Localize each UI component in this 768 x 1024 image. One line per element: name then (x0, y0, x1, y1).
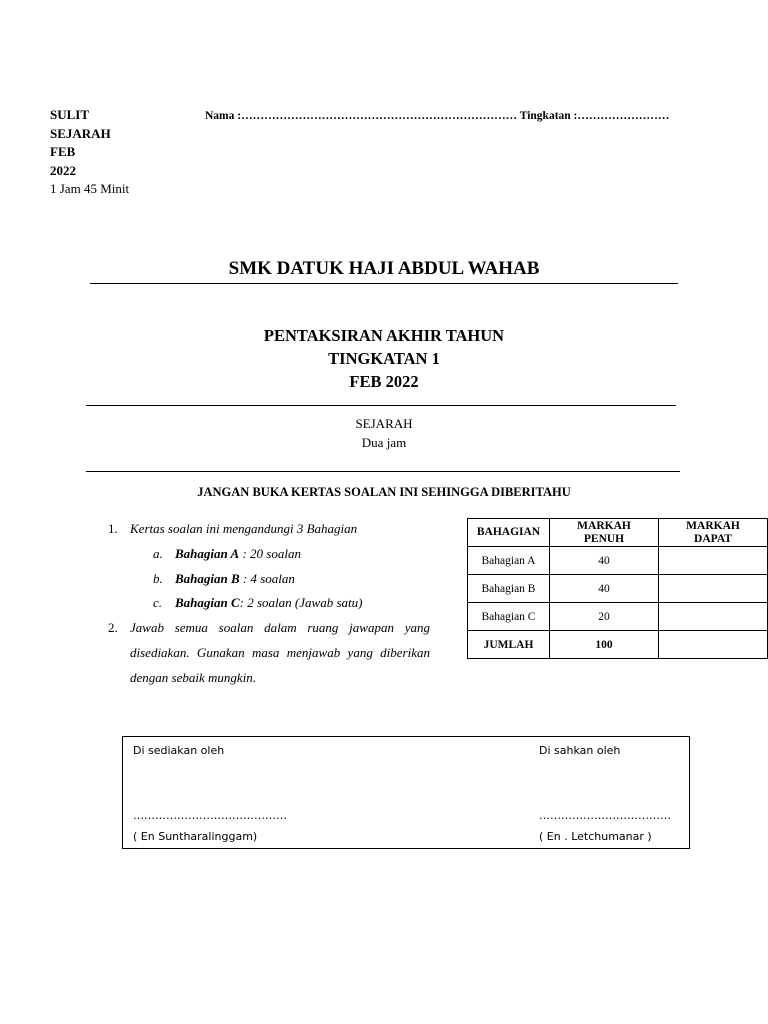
exam-title-line3: FEB 2022 (349, 372, 419, 391)
prepared-by-label: Di sediakan oleh (133, 744, 225, 757)
subitem-detail: : 4 soalan (239, 570, 295, 586)
subitem-letter: a. (153, 545, 163, 561)
divider-subject (86, 471, 680, 472)
instruction-number: 2. (108, 620, 118, 636)
instruction-item-1 (108, 517, 430, 542)
instruction-text: Kertas soalan ini mengandungi 3 Bahagian (130, 521, 358, 536)
subitem-letter: b. (153, 570, 163, 586)
cell-got (659, 603, 768, 631)
marks-table (467, 518, 768, 659)
divider-exam (86, 405, 676, 406)
header-markah-dapat: MARKAH DAPAT (659, 519, 768, 547)
prepared-by-name: ( En Suntharalinggam) (133, 830, 258, 843)
instruction-subitem-b (108, 567, 430, 592)
do-not-open-notice: JANGAN BUKA KERTAS SOALAN INI SEHINGGA DIBERITAHU (197, 485, 571, 499)
header-markah-penuh: MARKAH PENUH (550, 519, 659, 547)
subject-duration: Dua jam (361, 435, 407, 450)
subitem-label: Bahagian A (175, 545, 240, 561)
header-info (50, 106, 129, 199)
subitem-label: Bahagian B (175, 570, 240, 586)
instructions (108, 517, 430, 691)
subitem-label: Bahagian C (175, 595, 240, 611)
exam-title-line2: TINGKATAN 1 (328, 349, 440, 368)
header-bahagian: BAHAGIAN (468, 519, 550, 547)
name-class-field: Nama :……………………………………………………………… Tingkatan :…………………… (205, 110, 670, 122)
verified-by-name: ( En . Letchumanar ) (539, 830, 652, 843)
verified-by-signature-line: ……………………………… (539, 809, 671, 822)
subject-name: SEJARAH (355, 416, 413, 431)
cell-total-label: JUMLAH (468, 631, 550, 659)
instruction-item-2 (108, 616, 430, 690)
header-duration: 1 Jam 45 Minit (50, 181, 130, 196)
table-row (468, 575, 768, 603)
instruction-line: dengan sebaik mungkin. (130, 669, 257, 685)
instruction-subitem-a (108, 542, 430, 567)
table-header-row (468, 519, 768, 547)
cell-total-got (659, 631, 768, 659)
cell-part: Bahagian A (468, 547, 550, 575)
instruction-line: Jawab semua soalan dalam ruang jawapan yang (130, 620, 430, 636)
header-subject: SEJARAH (50, 125, 111, 141)
table-row (468, 603, 768, 631)
cell-got (659, 547, 768, 575)
exam-title-line1: PENTAKSIRAN AKHIR TAHUN (263, 326, 505, 345)
subitem-detail: : 20 soalan (239, 545, 301, 561)
subitem-letter: c. (153, 595, 163, 611)
instruction-subitem-c (108, 591, 430, 616)
signature-box (122, 736, 690, 849)
prepared-by-signature-line: …………………………………… (133, 809, 287, 822)
cell-got (659, 575, 768, 603)
table-row (468, 547, 768, 575)
cell-total-full: 100 (550, 631, 659, 659)
header-year: 2022 (50, 162, 76, 178)
school-name: SMK DATUK HAJI ABDUL WAHAB (228, 258, 540, 279)
table-total-row (468, 631, 768, 659)
header-month: FEB (50, 144, 76, 159)
header-sulit: SULIT (50, 107, 90, 122)
cell-part: Bahagian C (468, 603, 550, 631)
verified-by-label: Di sahkan oleh (539, 744, 621, 757)
divider-school (90, 283, 678, 284)
cell-part: Bahagian B (468, 575, 550, 603)
cell-full: 20 (550, 603, 659, 631)
instruction-number: 1. (108, 521, 118, 536)
exam-title (0, 324, 768, 393)
cell-full: 40 (550, 547, 659, 575)
instruction-line: disediakan. Gunakan masa menjawab yang diberikan (130, 644, 430, 660)
subitem-detail: : 2 soalan (Jawab satu) (239, 595, 363, 611)
cell-full: 40 (550, 575, 659, 603)
subject-block (0, 414, 768, 452)
